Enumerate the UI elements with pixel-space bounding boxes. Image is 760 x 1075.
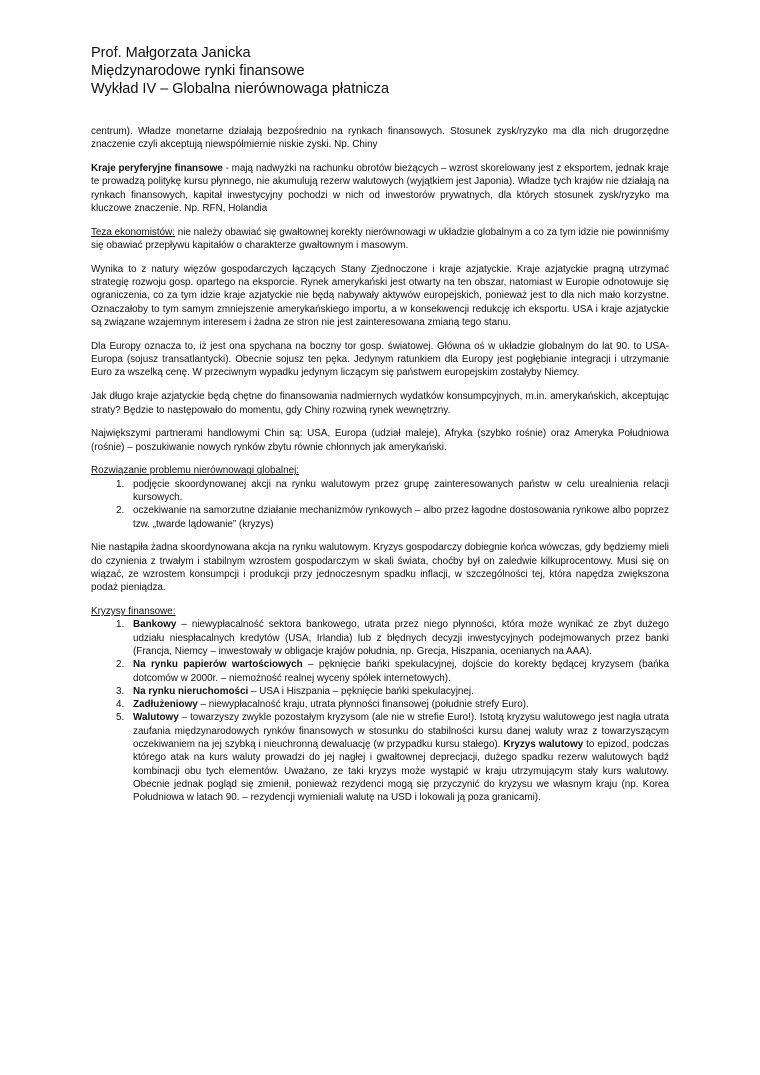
lecture-title: Wykład IV – Globalna nierównowaga płatnicza bbox=[91, 81, 390, 97]
paragraph: Wynika to z natury więzów gospodarczych łączących Stany Zjednoczone i kraje azjatyckie. Kraje azjatyckie pragną utrzymać strategię rozwoju gosp. opartego na eksporcie. Rynek amerykański jest otwarty na ten obszar, natomiast w Europie odnotowuje się ograniczenia, co za tym idzie kraje azjatyckie nie będą nabywały aktywów europejskich, ponieważ jest to dla nich mało korzystne. Oznaczałoby to tym samym zmniejszenie amerykańskiego importu, a w konsekwencji redukcję ich eksportu. USA i kraje azjatyckie są związane wzajemnym interesem i żadna ze stron nie jest zainteresowana zmianą tego stanu. bbox=[91, 263, 669, 329]
paragraph: Dla Europy oznacza to, iż jest ona spychana na boczny tor gosp. światowej. Główna oś w układzie globalnym do lat 90. to USA-Europa (sojusz transatlantycki). Obecnie sojusz ten pęka. Jedynym ratunkiem dla Europy jest pogłębianie integracji i utrzymanie Euro za wszelką cenę. W przeciwnym wypadku jedynym liczącym się państwem europejskim zostałyby Niemcy. bbox=[91, 340, 669, 379]
paragraph bbox=[91, 226, 669, 253]
paragraph bbox=[91, 162, 669, 215]
bold-term: Kraje peryferyjne finansowe bbox=[91, 163, 223, 175]
solutions-list bbox=[91, 478, 669, 531]
document-body bbox=[91, 125, 669, 815]
list-item: 2. oczekiwanie na samorzutne działanie mechanizmów rynkowych – albo przez łagodne dostosowania rynkowe albo poprzez tzw. „twarde lądowanie” (kryzys) bbox=[127, 504, 669, 531]
section-title-solutions: Rozwiązanie problemu nierównowagi globalnej: bbox=[91, 465, 300, 477]
bold-term: Kryzys walutowy bbox=[503, 739, 584, 751]
list-item-text: – towarzyszy zwykle pozostałym kryzysom (ale nie w strefie Euro!). Istotą kryzysu walutowego jest nagła utrata zaufania międzynarodowych rynków finansowych w stosunku do stabilności kursu danej waluty wraz z towarzyszącym oczekiwaniem na jej szybką i nieuchronną dewaluację (w przypadku kursu stałego). bbox=[133, 712, 669, 751]
bold-term: Na rynku papierów wartościowych bbox=[133, 659, 303, 671]
paragraph-text: nie należy obawiać się gwałtownej korekty nierównowagi w układzie globalnym a co za tym idzie nie powinniśmy się obawiać przepływu kapitałów o charakterze gwałtownym i masowym. bbox=[91, 226, 669, 252]
section-title-crises: Kryzysy finansowe: bbox=[91, 606, 176, 618]
paragraph-text: - mają nadwyżki na rachunku obrotów bieżących – wzrost skorelowany jest z eksportem, jednak kraje te prowadzą politykę kursu płynnego, nie akumulują rezerw walutowych (wyjątkiem jest Japonia). Władze tych krajów nie działają na rynkach finansowych, kapitał inwestycyjny pochodzi w nich od inwestorów prywatnych, dla których stosunek zysk/ryzyko ma kluczowe znaczenie. Np. RFN, Holandia bbox=[91, 163, 669, 214]
paragraph: Nie nastąpiła żadna skoordynowana akcja na rynku walutowym. Kryzys gospodarczy dobiegnie końca wówczas, gdy będziemy mieli do czynienia z trwałym i stabilnym wzrostem gospodarczym w skali świata, choćby był on zaledwie kilkuprocentowy. Musi się on wiązać, ze wzrostem konsumpcji i produkcji przy jednoczesnym spadku inflacji, w szczególności tej, która napędza zwiększona podaż pieniądza. bbox=[91, 542, 669, 594]
paragraph: centrum). Władze monetarne działają bezpośrednio na rynkach finansowych. Stosunek zysk/ryzyko ma dla nich drugorzędne znaczenie czyli akceptują niewspółmiernie niskie zyski. Np. Chiny bbox=[91, 126, 669, 151]
bold-term: Na rynku nieruchomości bbox=[133, 685, 249, 697]
list-item-text: – niewypłacalność sektora bankowego, utrata przez niego płynności, która może wynikać ze zbyt dużego udziału niespłacalnych kredytów (USA, Irlandia) lub z błędnych decyzji inwestycyjnych podejmowanych przez banki (Francja, Niemcy – inwestowały w obligacje krajów południa, np. Grecja, Hiszpania, ocenianych na AAA). bbox=[133, 619, 669, 657]
crises-list bbox=[91, 618, 669, 804]
list-item: 1. podjęcie skoordynowanej akcji na rynku walutowym przez grupę zainteresowanych państw w celu urealnienia relacji kursowych. bbox=[127, 478, 669, 505]
document-header bbox=[91, 44, 389, 98]
list-item-text: – niewypłacalność kraju, utrata płynności finansowej (południe strefy Euro). bbox=[197, 699, 529, 711]
underlined-term: Teza ekonomistów: bbox=[91, 226, 175, 238]
bold-term: Walutowy bbox=[133, 712, 179, 724]
paragraph: Największymi partnerami handlowymi Chin są: USA, Europa (udział maleje), Afryka (szybko rośnie) oraz Ameryka Południowa (rośnie) – poszukiwanie nowych rynków zbytu równie chłonnych jak amerykański. bbox=[91, 428, 669, 453]
list-item-text: – pęknięcie bańki spekulacyjnej, dojście do korekty będącej kryzysem (bańka dotcomów w 2000r. – niemożność realnej wyceny spółek internetowych). bbox=[133, 659, 669, 684]
paragraph: Jak długo kraje azjatyckie będą chętne do finansowania nadmiernych wydatków konsumpcyjnych, m.in. amerykańskich, akceptując straty? Będzie to następowało do momentu, gdy Chiny rozwiną rynek wewnętrzny. bbox=[91, 391, 669, 416]
course-title: Międzynarodowe rynki finansowe bbox=[91, 63, 305, 79]
list-item-text: – USA i Hiszpania – pęknięcie bańki spekulacyjnej. bbox=[248, 685, 474, 697]
author-name: Prof. Małgorzata Janicka bbox=[91, 45, 251, 61]
list-item bbox=[127, 658, 669, 685]
list-item bbox=[127, 698, 669, 711]
list-item-text: to epizod, podczas którego atak na kurs waluty prowadzi do jej nagłej i gwałtownej deprecjacji, dużego spadku rezerw walutowych bądź kombinacji obu tych elementów. Uważano, ze taki kryzys może wystąpić w kraju utrzymującym stały kurs walutowy. Obecnie jednak pogląd się zmienił, ponieważ rezydenci mogą się przyczynić do kryzysu we własnym kraju (np. Korea Południowa w latach 90. – rezydencji wymieniali walutę na USD i lokowali ją poza granicami). bbox=[133, 739, 669, 804]
list-item bbox=[127, 618, 669, 658]
bold-term: Bankowy bbox=[133, 619, 177, 631]
bold-term: Zadłużeniowy bbox=[133, 699, 198, 711]
list-item bbox=[127, 711, 669, 804]
list-item bbox=[127, 685, 669, 698]
